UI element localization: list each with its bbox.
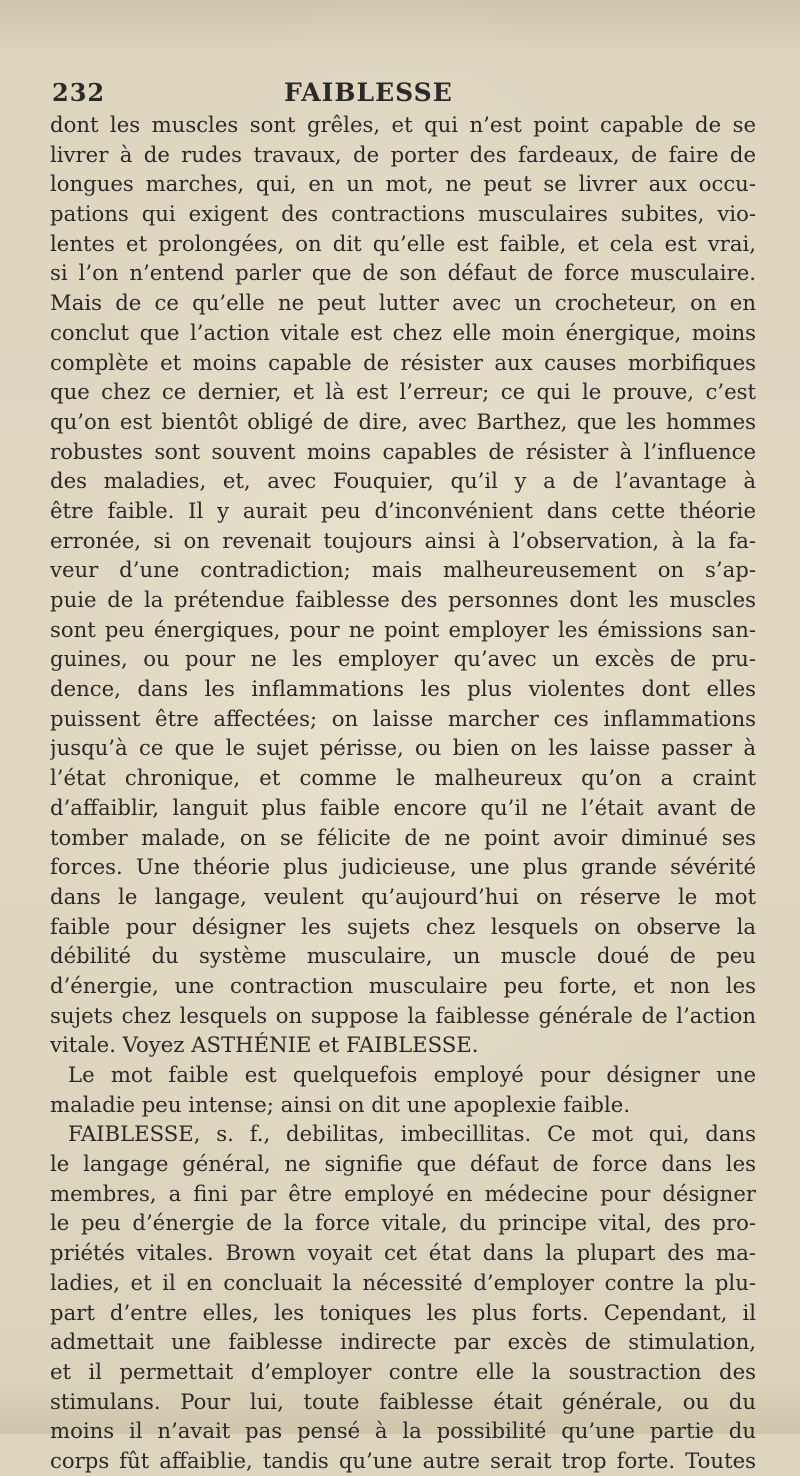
running-title: FAIBLESSE (284, 78, 453, 107)
text-line: forces. Une théorie plus judicieuse, une plus grande sévérité (50, 854, 756, 880)
text-line: débilité du système musculaire, un muscle doué de peu (50, 943, 756, 969)
text-line: part d’entre elles, les toniques les plus forts. Cependant, il (50, 1299, 756, 1325)
text-line: puissent être affectées; on laisse marcher ces inflammations (50, 705, 756, 731)
text-line: sont peu énergiques, pour ne point employer les émissions san- (50, 616, 756, 642)
text-line: l’état chronique, et comme le malheureux qu’on a craint (50, 765, 756, 791)
text-line: priétés vitales. Brown voyait cet état dans la plupart des ma- (50, 1240, 756, 1266)
text-line: livrer à de rudes travaux, de porter des fardeaux, de faire de (50, 141, 756, 167)
text-line: et il permettait d’employer contre elle la soustraction des (50, 1358, 756, 1384)
text-line: Le mot faible est quelquefois employé pour désigner une (68, 1062, 756, 1087)
text-line: dans le langage, veulent qu’aujourd’hui on réserve le mot (50, 883, 756, 909)
text-line: le peu d’énergie de la force vitale, du principe vital, des pro- (50, 1210, 756, 1236)
text-line: des maladies, et, avec Fouquier, qu’il y a de l’avantage à (50, 468, 756, 494)
text-line: admettait une faiblesse indirecte par excès de stimulation, (50, 1329, 756, 1355)
text-line: d’énergie, une contraction musculaire peu forte, et non les (50, 972, 756, 998)
text-line: FAIBLESSE, s. f., debilitas, imbecillitas. Ce mot qui, dans (68, 1121, 756, 1147)
text-line: si l’on n’entend parler que de son défaut de force musculaire. (50, 260, 756, 286)
body-text (50, 110, 756, 1476)
text-line: sujets chez lesquels on suppose la faiblesse générale de l’action (50, 1002, 756, 1028)
text-line: dence, dans les inflammations les plus violentes dont elles (50, 676, 756, 702)
text-line: jusqu’à ce que le sujet périsse, ou bien on les laisse passer à (50, 735, 756, 761)
text-line: longues marches, qui, en un mot, ne peut se livrer aux occu- (50, 171, 756, 197)
text-line: faible pour désigner les sujets chez lesquels on observe la (50, 913, 756, 939)
text-line: corps fût affaiblie, tandis qu’une autre serait trop forte. Toutes (50, 1447, 756, 1473)
text-line: pations qui exigent des contractions musculaires subites, vio- (50, 201, 756, 227)
text-line: dont les muscles sont grêles, et qui n’est point capable de se (50, 112, 756, 137)
text-line: stimulans. Pour lui, toute faiblesse était générale, ou du (50, 1388, 756, 1414)
text-line: vitale. Voyez ASTHÉNIE et FAIBLESSE. (50, 1032, 479, 1058)
text-line: puie de la prétendue faiblesse des personnes dont les muscles (50, 587, 756, 612)
text-line: membres, a fini par être employé en médecine pour désigner (50, 1180, 756, 1206)
page-header (52, 74, 752, 108)
text-line: Mais de ce qu’elle ne peut lutter avec un crocheteur, on en (50, 290, 756, 316)
text-line: moins il n’avait pas pensé à la possibilité qu’une partie du (50, 1418, 756, 1444)
text-line: conclut que l’action vitale est chez elle moin énergique, moins (50, 319, 756, 345)
page-number: 232 (52, 78, 106, 107)
text-line: être faible. Il y aurait peu d’inconvénient dans cette théorie (50, 497, 756, 523)
text-line: d’affaiblir, languit plus faible encore qu’il ne l’était avant de (50, 794, 756, 820)
text-line: que chez ce dernier, et là est l’erreur; ce qui le prouve, c’est (50, 379, 756, 405)
text-line: tomber malade, on se félicite de ne point avoir diminué ses (50, 824, 756, 850)
text-line: le langage général, ne signifie que défaut de force dans les (50, 1151, 756, 1177)
text-line: qu’on est bientôt obligé de dire, avec Barthez, que les hommes (50, 408, 756, 434)
text-line: erronée, si on revenait toujours ainsi à l’observation, à la fa- (50, 527, 756, 553)
text-line: lentes et prolongées, on dit qu’elle est faible, et cela est vrai, (50, 230, 756, 256)
text-line: robustes sont souvent moins capables de résister à l’influence (50, 438, 756, 464)
text-line: complète et moins capable de résister aux causes morbifiques (50, 349, 756, 375)
text-line: maladie peu intense; ainsi on dit une apoplexie faible. (50, 1091, 631, 1117)
text-line: veur d’une contradiction; mais malheureusement on s’ap- (50, 557, 756, 583)
text-line: ladies, et il en concluait la nécessité d’employer contre la plu- (50, 1269, 756, 1295)
text-line: guines, ou pour ne les employer qu’avec un excès de pru- (50, 646, 756, 672)
